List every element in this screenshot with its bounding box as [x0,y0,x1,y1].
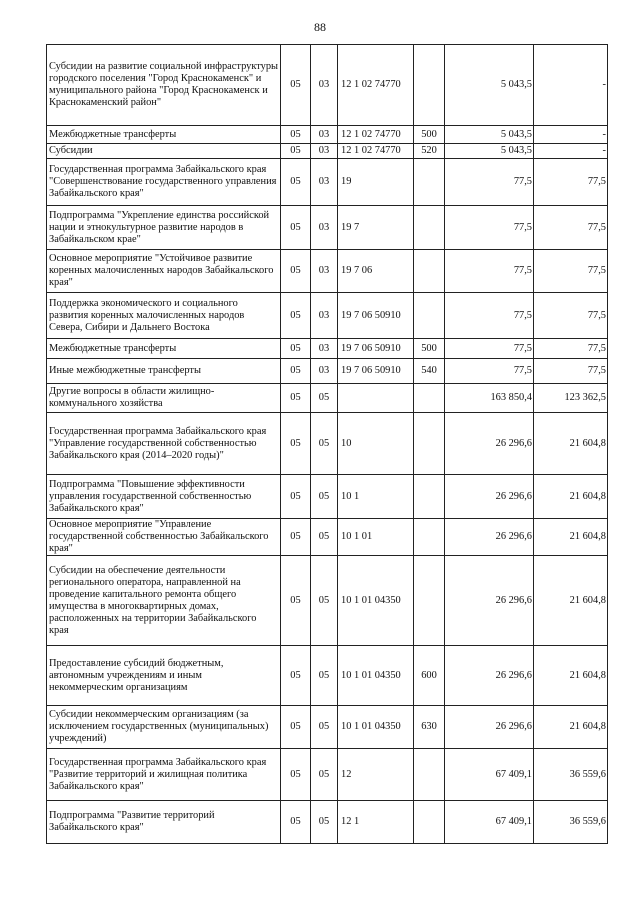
row-name: Подпрограмма "Повышение эффективности управления государственной собственностью Забайкальского края" [47,475,281,519]
row-subsection-code: 05 [311,556,338,646]
row-expense-type [414,159,445,206]
table-row [47,646,608,706]
row-section-code: 05 [281,250,311,293]
row-expense-type [414,801,445,844]
row-section-code: 05 [281,384,311,413]
row-target-article: 19 7 06 50910 [338,339,414,359]
table-row [47,250,608,293]
row-expense-type [414,519,445,556]
row-section-code: 05 [281,646,311,706]
row-amount-2: 21 604,8 [534,706,608,749]
row-section-code: 05 [281,144,311,159]
table-row [47,519,608,556]
table-row [47,801,608,844]
row-target-article: 12 1 02 74770 [338,144,414,159]
table-row [47,45,608,126]
row-target-article: 19 7 [338,206,414,250]
row-amount-1: 77,5 [445,250,534,293]
row-subsection-code: 03 [311,359,338,384]
table-row [47,706,608,749]
row-amount-2: 123 362,5 [534,384,608,413]
table-row [47,159,608,206]
row-section-code: 05 [281,159,311,206]
row-amount-1: 77,5 [445,359,534,384]
table-row [47,126,608,144]
row-target-article: 19 7 06 50910 [338,359,414,384]
row-expense-type [414,250,445,293]
page-number: 88 [314,20,326,34]
row-subsection-code: 05 [311,475,338,519]
row-expense-type [414,413,445,475]
row-name: Иные межбюджетные трансферты [47,359,281,384]
row-amount-2: 77,5 [534,159,608,206]
row-subsection-code: 03 [311,45,338,126]
row-section-code: 05 [281,749,311,801]
row-section-code: 05 [281,413,311,475]
row-amount-1: 5 043,5 [445,45,534,126]
row-amount-1: 26 296,6 [445,556,534,646]
row-subsection-code: 05 [311,749,338,801]
row-subsection-code: 05 [311,706,338,749]
row-section-code: 05 [281,206,311,250]
row-name: Другие вопросы в области жилищно-коммунального хозяйства [47,384,281,413]
row-target-article: 19 [338,159,414,206]
row-amount-1: 163 850,4 [445,384,534,413]
table-row [47,339,608,359]
table-row [47,413,608,475]
row-amount-1: 26 296,6 [445,475,534,519]
row-amount-2: 36 559,6 [534,801,608,844]
row-amount-1: 77,5 [445,159,534,206]
row-amount-2: 77,5 [534,339,608,359]
row-amount-1: 77,5 [445,339,534,359]
table-row [47,384,608,413]
row-subsection-code: 03 [311,126,338,144]
row-name: Межбюджетные трансферты [47,339,281,359]
row-section-code: 05 [281,359,311,384]
row-name: Основное мероприятие "Управление государственной собственностью Забайкальского края" [47,519,281,556]
table-row [47,475,608,519]
row-name: Субсидии на развитие социальной инфраструктуры городского поселения "Город Краснокаменск" и муниципального района "Город Краснокаменск и Краснокаменский район" [47,45,281,126]
row-amount-2: 21 604,8 [534,556,608,646]
row-expense-type [414,293,445,339]
row-expense-type [414,749,445,801]
row-expense-type: 540 [414,359,445,384]
row-section-code: 05 [281,706,311,749]
row-target-article: 10 1 [338,475,414,519]
row-expense-type: 630 [414,706,445,749]
row-amount-1: 77,5 [445,293,534,339]
table-row [47,144,608,159]
budget-table-body [47,45,608,844]
row-subsection-code: 05 [311,413,338,475]
row-target-article: 10 1 01 [338,519,414,556]
row-name: Подпрограмма "Развитие территорий Забайкальского края" [47,801,281,844]
row-expense-type: 500 [414,339,445,359]
row-amount-2: 36 559,6 [534,749,608,801]
row-section-code: 05 [281,293,311,339]
table-row [47,556,608,646]
row-amount-2: 21 604,8 [534,646,608,706]
row-amount-2: 21 604,8 [534,519,608,556]
row-amount-2: 21 604,8 [534,413,608,475]
row-name: Поддержка экономического и социального развития коренных малочисленных народов Севера, Сибири и Дальнего Востока [47,293,281,339]
row-subsection-code: 03 [311,293,338,339]
row-section-code: 05 [281,126,311,144]
row-section-code: 05 [281,519,311,556]
row-amount-1: 67 409,1 [445,801,534,844]
row-target-article: 10 1 01 04350 [338,556,414,646]
row-amount-2: 77,5 [534,206,608,250]
row-section-code: 05 [281,45,311,126]
row-subsection-code: 05 [311,646,338,706]
row-name: Государственная программа Забайкальского края "Совершенствование государственного управления Забайкальского края" [47,159,281,206]
row-target-article: 12 [338,749,414,801]
row-subsection-code: 03 [311,206,338,250]
row-expense-type: 600 [414,646,445,706]
row-section-code: 05 [281,339,311,359]
row-amount-2: 77,5 [534,359,608,384]
row-target-article: 19 7 06 50910 [338,293,414,339]
row-name: Подпрограмма "Укрепление единства российской нации и этнокультурное развитие народов в Забайкальском крае" [47,206,281,250]
row-section-code: 05 [281,475,311,519]
row-target-article: 10 1 01 04350 [338,646,414,706]
row-amount-2: - [534,144,608,159]
row-section-code: 05 [281,556,311,646]
row-subsection-code: 05 [311,801,338,844]
row-amount-1: 77,5 [445,206,534,250]
row-name: Государственная программа Забайкальского края "Управление государственной собственностью Забайкальского края (2014–2020 годы)" [47,413,281,475]
row-amount-1: 5 043,5 [445,144,534,159]
row-amount-1: 5 043,5 [445,126,534,144]
row-name: Субсидии на обеспечение деятельности регионального оператора, направленной на проведение капитального ремонта общего имущества в многоквартирных домах, расположенных на территории Забайкальского края [47,556,281,646]
row-expense-type [414,45,445,126]
row-expense-type [414,206,445,250]
budget-table [46,44,608,844]
row-subsection-code: 05 [311,519,338,556]
row-subsection-code: 03 [311,250,338,293]
row-expense-type [414,475,445,519]
row-target-article [338,384,414,413]
row-amount-2: - [534,45,608,126]
row-expense-type [414,556,445,646]
row-name: Предоставление субсидий бюджетным, автономным учреждениям и иным некоммерческим организациям [47,646,281,706]
row-expense-type: 500 [414,126,445,144]
row-amount-2: 21 604,8 [534,475,608,519]
row-target-article: 12 1 02 74770 [338,126,414,144]
table-row [47,293,608,339]
row-amount-1: 67 409,1 [445,749,534,801]
row-name: Основное мероприятие "Устойчивое развитие коренных малочисленных народов Забайкальского края" [47,250,281,293]
row-target-article: 12 1 [338,801,414,844]
row-amount-1: 26 296,6 [445,706,534,749]
row-amount-2: - [534,126,608,144]
row-section-code: 05 [281,801,311,844]
table-row [47,359,608,384]
row-amount-1: 26 296,6 [445,413,534,475]
row-target-article: 19 7 06 [338,250,414,293]
row-expense-type [414,384,445,413]
row-subsection-code: 05 [311,384,338,413]
row-amount-1: 26 296,6 [445,519,534,556]
row-subsection-code: 03 [311,339,338,359]
row-subsection-code: 03 [311,144,338,159]
row-target-article: 10 1 01 04350 [338,706,414,749]
row-name: Межбюджетные трансферты [47,126,281,144]
row-target-article: 10 [338,413,414,475]
table-row [47,749,608,801]
row-target-article: 12 1 02 74770 [338,45,414,126]
row-name: Государственная программа Забайкальского края "Развитие территорий и жилищная политика Забайкальского края" [47,749,281,801]
row-amount-2: 77,5 [534,250,608,293]
row-amount-2: 77,5 [534,293,608,339]
row-name: Субсидии некоммерческим организациям (за исключением государственных (муниципальных) учреждений) [47,706,281,749]
row-expense-type: 520 [414,144,445,159]
table-row [47,206,608,250]
row-name: Субсидии [47,144,281,159]
row-subsection-code: 03 [311,159,338,206]
row-amount-1: 26 296,6 [445,646,534,706]
